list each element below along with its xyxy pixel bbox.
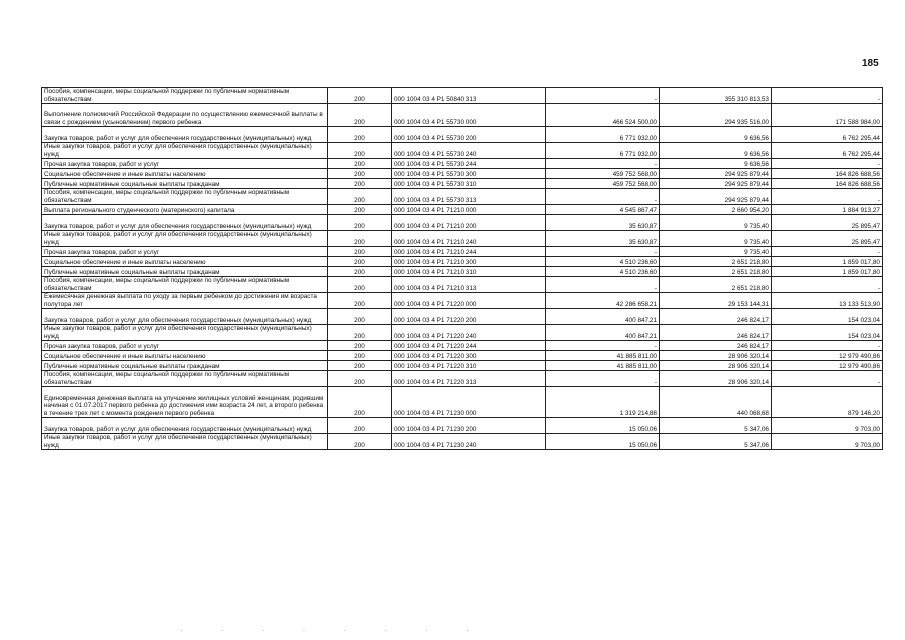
row-name: Публичные нормативные социальные выплаты гражданам (42, 361, 328, 371)
row-code: 200 (328, 189, 392, 205)
row-name: Социальное обеспечение и иные выплаты населению (42, 257, 328, 267)
row-executed: 294 925 879,44 (660, 169, 772, 179)
row-name: Ежемесячная денежная выплата по уходу за первым ребенком до достижения им возраста полутора лет (42, 293, 328, 309)
row-remainder: 164 826 688,56 (772, 169, 883, 179)
row-kbk: 000 1004 03 4 P1 55730 313 (392, 189, 546, 205)
table-row (42, 361, 883, 371)
row-executed: 9 735,40 (660, 231, 772, 247)
row-plan: - (546, 371, 660, 387)
row-code: 200 (328, 434, 392, 450)
row-remainder: 25 895,47 (772, 215, 883, 231)
row-kbk: 000 1004 03 4 P1 71230 000 (392, 387, 546, 418)
row-executed: 28 906 320,14 (660, 371, 772, 387)
row-name: Закупка товаров, работ и услуг для обеспечения государственных (муниципальных) нужд (42, 127, 328, 143)
row-executed: 246 824,17 (660, 309, 772, 325)
row-code: 200 (328, 169, 392, 179)
row-code: 200 (328, 104, 392, 127)
row-executed: 294 935 516,00 (660, 104, 772, 127)
row-remainder: - (772, 88, 883, 104)
row-code: 200 (328, 387, 392, 418)
row-remainder: 1 859 017,80 (772, 257, 883, 267)
row-code: 200 (328, 371, 392, 387)
row-kbk: 000 1004 03 4 P1 71210 310 (392, 267, 546, 277)
row-executed: 246 824,17 (660, 325, 772, 341)
table-row (42, 143, 883, 159)
row-remainder: 154 023,04 (772, 309, 883, 325)
row-executed: 29 153 144,31 (660, 293, 772, 309)
row-kbk: 000 1004 03 4 P1 71220 244 (392, 341, 546, 351)
row-kbk: 000 1004 03 4 P1 71220 000 (392, 293, 546, 309)
table-row (42, 418, 883, 434)
row-plan: 4 510 236,60 (546, 257, 660, 267)
row-remainder: - (772, 159, 883, 169)
row-kbk: 000 1004 03 4 P1 55730 310 (392, 179, 546, 189)
row-remainder: 12 979 490,86 (772, 361, 883, 371)
row-plan: 41 885 811,00 (546, 361, 660, 371)
table-row (42, 88, 883, 104)
row-code: 200 (328, 341, 392, 351)
row-remainder: 13 133 513,90 (772, 293, 883, 309)
row-executed: 5 347,06 (660, 418, 772, 434)
table-row (42, 325, 883, 341)
row-plan: 459 752 568,00 (546, 169, 660, 179)
row-name: Пособия, компенсации, меры социальной поддержки по публичным нормативным обязательствам (42, 277, 328, 293)
row-kbk: 000 1004 03 4 P1 55730 200 (392, 127, 546, 143)
row-plan: 4 510 236,60 (546, 267, 660, 277)
row-executed: 9 735,40 (660, 215, 772, 231)
row-plan: 6 771 932,00 (546, 127, 660, 143)
row-executed: 355 310 813,53 (660, 88, 772, 104)
row-code: 200 (328, 257, 392, 267)
row-kbk: 000 1004 03 4 P1 55730 240 (392, 143, 546, 159)
row-remainder: 154 023,04 (772, 325, 883, 341)
row-executed: 28 906 320,14 (660, 361, 772, 371)
table-row (42, 341, 883, 351)
row-remainder: 6 762 295,44 (772, 143, 883, 159)
row-name: Публичные нормативные социальные выплаты гражданам (42, 179, 328, 189)
row-plan: 35 630,87 (546, 231, 660, 247)
row-plan: - (546, 247, 660, 257)
row-executed: 294 925 879,44 (660, 179, 772, 189)
row-plan: 41 885 811,00 (546, 351, 660, 361)
row-remainder: 25 895,47 (772, 231, 883, 247)
row-name: Иные закупки товаров, работ и услуг для обеспечения государственных (муниципальных) нужд (42, 231, 328, 247)
table-row (42, 169, 883, 179)
row-kbk: 000 1004 03 4 P1 71210 000 (392, 205, 546, 215)
row-kbk: 000 1004 03 4 P1 71230 240 (392, 434, 546, 450)
row-kbk: 000 1004 03 4 P1 71210 244 (392, 247, 546, 257)
row-executed: 246 824,17 (660, 341, 772, 351)
table-row (42, 205, 883, 215)
row-name: Иные закупки товаров, работ и услуг для обеспечения государственных (муниципальных) нужд (42, 143, 328, 159)
row-remainder: 1 884 913,27 (772, 205, 883, 215)
row-remainder: 6 762 295,44 (772, 127, 883, 143)
table-row (42, 434, 883, 450)
row-kbk: 000 1004 03 4 P1 71230 200 (392, 418, 546, 434)
row-code: 200 (328, 159, 392, 169)
row-name: Прочая закупка товаров, работ и услуг (42, 159, 328, 169)
table-row (42, 267, 883, 277)
row-plan: 15 050,06 (546, 418, 660, 434)
row-name: Публичные нормативные социальные выплаты гражданам (42, 267, 328, 277)
row-name: Иные закупки товаров, работ и услуг для обеспечения государственных (муниципальных) нужд (42, 325, 328, 341)
budget-execution-table (41, 87, 883, 450)
row-remainder: 1 859 017,80 (772, 267, 883, 277)
row-executed: 5 347,06 (660, 434, 772, 450)
row-plan: 400 847,21 (546, 325, 660, 341)
row-name: Социальное обеспечение и иные выплаты населению (42, 351, 328, 361)
table-row (42, 257, 883, 267)
page-number: 185 (862, 58, 879, 69)
row-code: 200 (328, 418, 392, 434)
row-plan: 42 286 658,21 (546, 293, 660, 309)
row-code: 200 (328, 231, 392, 247)
row-remainder: 164 826 688,56 (772, 179, 883, 189)
row-executed: 9 636,56 (660, 143, 772, 159)
table-row (42, 371, 883, 387)
row-plan: - (546, 341, 660, 351)
row-plan: 35 630,87 (546, 215, 660, 231)
row-name: Выплата регионального студенческого (материнского) капитала (42, 205, 328, 215)
table-row (42, 247, 883, 257)
row-kbk: 000 1004 03 4 P1 71220 310 (392, 361, 546, 371)
row-executed: 9 636,56 (660, 159, 772, 169)
table-row (42, 351, 883, 361)
row-executed: 294 925 879,44 (660, 189, 772, 205)
table-row (42, 387, 883, 418)
row-code: 200 (328, 361, 392, 371)
row-remainder: 12 979 490,86 (772, 351, 883, 361)
row-code: 200 (328, 293, 392, 309)
row-name: Закупка товаров, работ и услуг для обеспечения государственных (муниципальных) нужд (42, 215, 328, 231)
row-name: Единовременная денежная выплата на улучшение жилищных условий женщинам, родившим начиная с 01.07.2017 первого ребенка до достижения ими возраста 24 лет, а второго ребенка в течение трех лет с момента рождения первого ребенка (42, 387, 328, 418)
row-code: 200 (328, 325, 392, 341)
row-remainder: - (772, 371, 883, 387)
row-code: 200 (328, 351, 392, 361)
row-code: 200 (328, 267, 392, 277)
row-executed: 2 660 954,20 (660, 205, 772, 215)
row-remainder: - (772, 189, 883, 205)
table-row (42, 309, 883, 325)
row-name: Прочая закупка товаров, работ и услуг (42, 247, 328, 257)
row-kbk: 000 1004 03 4 P1 50840 313 (392, 88, 546, 104)
row-remainder: 9 703,00 (772, 418, 883, 434)
row-name: Выполнение полномочий Российской Федерации по осуществлению ежемесячной выплаты в связи с рождением (усыновлением) первого ребенка (42, 104, 328, 127)
row-code: 200 (328, 205, 392, 215)
row-plan: - (546, 88, 660, 104)
row-kbk: 000 1004 03 4 P1 71210 313 (392, 277, 546, 293)
row-kbk: 000 1004 03 4 P1 55730 244 (392, 159, 546, 169)
row-plan: 15 050,06 (546, 434, 660, 450)
row-code: 200 (328, 88, 392, 104)
row-kbk: 000 1004 03 4 P1 71210 200 (392, 215, 546, 231)
row-kbk: 000 1004 03 4 P1 55730 000 (392, 104, 546, 127)
row-kbk: 000 1004 03 4 P1 71210 300 (392, 257, 546, 267)
row-name: Прочая закупка товаров, работ и услуг (42, 341, 328, 351)
row-executed: 2 651 218,80 (660, 277, 772, 293)
row-plan: 1 319 214,88 (546, 387, 660, 418)
row-plan: - (546, 189, 660, 205)
row-remainder: - (772, 247, 883, 257)
row-code: 200 (328, 127, 392, 143)
table-row (42, 293, 883, 309)
row-remainder: - (772, 277, 883, 293)
row-name: Закупка товаров, работ и услуг для обеспечения государственных (муниципальных) нужд (42, 309, 328, 325)
row-name: Иные закупки товаров, работ и услуг для обеспечения государственных (муниципальных) нужд (42, 434, 328, 450)
table-row (42, 159, 883, 169)
table-row (42, 231, 883, 247)
row-executed: 9 735,40 (660, 247, 772, 257)
row-plan: 466 524 500,00 (546, 104, 660, 127)
row-name: Пособия, компенсации, меры социальной поддержки по публичным нормативным обязательствам (42, 189, 328, 205)
row-name: Пособия, компенсации, меры социальной поддержки по публичным нормативным обязательствам (42, 371, 328, 387)
row-executed: 2 651 218,80 (660, 267, 772, 277)
table-row (42, 189, 883, 205)
row-kbk: 000 1004 03 4 P1 71220 200 (392, 309, 546, 325)
row-kbk: 000 1004 03 4 P1 71220 313 (392, 371, 546, 387)
row-plan: 4 545 867,47 (546, 205, 660, 215)
row-name: Закупка товаров, работ и услуг для обеспечения государственных (муниципальных) нужд (42, 418, 328, 434)
row-plan: - (546, 277, 660, 293)
row-plan: 400 847,21 (546, 309, 660, 325)
row-code: 200 (328, 309, 392, 325)
row-executed: 28 906 320,14 (660, 351, 772, 361)
row-executed: 440 068,68 (660, 387, 772, 418)
row-kbk: 000 1004 03 4 P1 71220 240 (392, 325, 546, 341)
row-remainder: - (772, 341, 883, 351)
row-code: 200 (328, 179, 392, 189)
row-plan: 459 752 568,00 (546, 179, 660, 189)
table-row (42, 277, 883, 293)
table-row (42, 127, 883, 143)
row-code: 200 (328, 215, 392, 231)
table-row (42, 104, 883, 127)
row-remainder: 9 703,00 (772, 434, 883, 450)
row-plan: - (546, 159, 660, 169)
table-row (42, 215, 883, 231)
row-name: Социальное обеспечение и иные выплаты населению (42, 169, 328, 179)
row-remainder: 171 588 984,00 (772, 104, 883, 127)
table-row (42, 179, 883, 189)
row-kbk: 000 1004 03 4 P1 71220 300 (392, 351, 546, 361)
row-name: Пособия, компенсации, меры социальной поддержки по публичным нормативным обязательствам (42, 88, 328, 104)
row-executed: 9 636,56 (660, 127, 772, 143)
row-kbk: 000 1004 03 4 P1 71210 240 (392, 231, 546, 247)
row-plan: 6 771 932,00 (546, 143, 660, 159)
row-code: 200 (328, 277, 392, 293)
row-kbk: 000 1004 03 4 P1 55730 300 (392, 169, 546, 179)
row-code: 200 (328, 247, 392, 257)
row-code: 200 (328, 143, 392, 159)
row-remainder: 879 146,20 (772, 387, 883, 418)
row-executed: 2 651 218,80 (660, 257, 772, 267)
scan-artifacts: · · · · · · · · (180, 626, 487, 635)
